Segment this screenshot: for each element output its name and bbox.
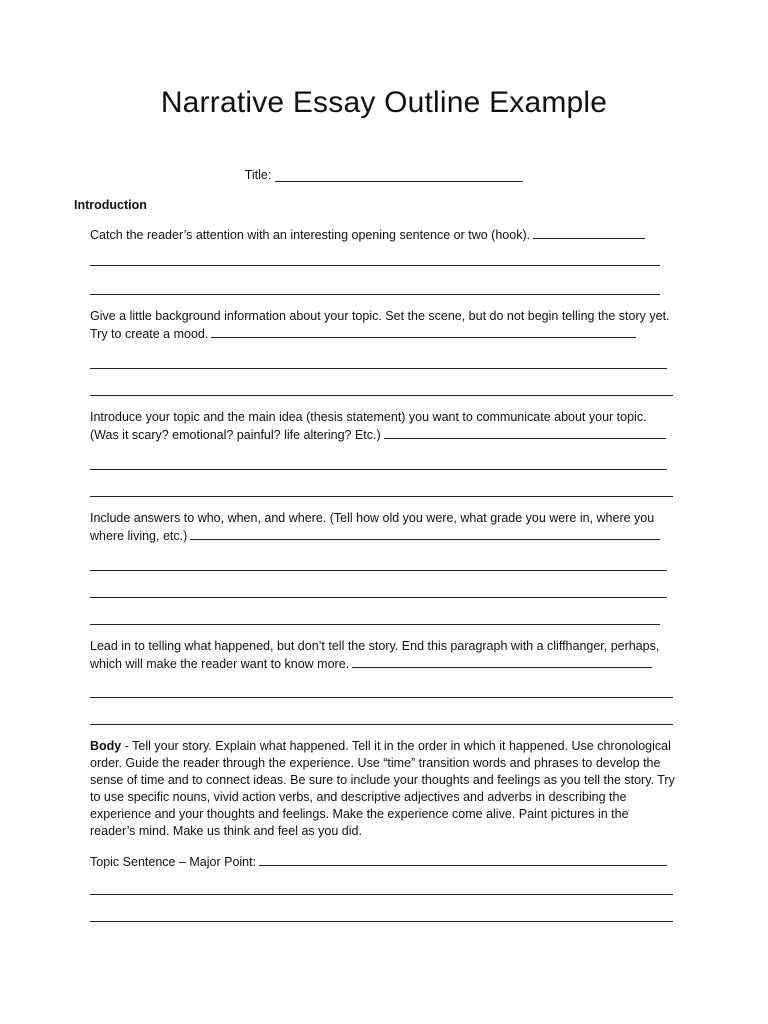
body-instructions: [90, 738, 675, 840]
prompt-hook: [90, 226, 675, 244]
prompt-lead-in: [90, 638, 675, 673]
blank-line[interactable]: [90, 921, 673, 922]
blank-line[interactable]: [90, 894, 673, 895]
blank-line[interactable]: [533, 226, 645, 239]
blank-line[interactable]: [190, 527, 660, 540]
blank-line[interactable]: [90, 395, 673, 396]
blank-line[interactable]: [90, 597, 667, 598]
topic-sentence-field: [90, 853, 675, 871]
blank-line[interactable]: [90, 265, 660, 266]
prompt-background-text: Give a little background information about your topic. Set the scene, but do not begin telling the story yet. Try to create a mood.: [90, 309, 670, 341]
blank-line[interactable]: [352, 655, 652, 668]
body-heading: Body: [90, 739, 122, 753]
title-blank-line[interactable]: [275, 168, 523, 182]
blank-line[interactable]: [90, 570, 667, 571]
blank-line[interactable]: [90, 496, 673, 497]
blank-line[interactable]: [90, 469, 667, 470]
prompt-who-when-where: [90, 510, 675, 545]
introduction-heading: Introduction: [74, 198, 147, 212]
prompt-hook-text: Catch the reader’s attention with an interesting opening sentence or two (hook).: [90, 228, 531, 242]
page-title: Narrative Essay Outline Example: [160, 86, 608, 119]
prompt-thesis: [90, 409, 675, 444]
prompt-who-when-where-text: Include answers to who, when, and where. (Tell how old you were, what grade you were in, where you where living, etc.): [90, 511, 655, 543]
prompt-thesis-text: Introduce your topic and the main idea (thesis statement) you want to communicate about your topic. (Was it scary? emotional? painful? life altering? Etc.): [90, 410, 647, 442]
blank-line[interactable]: [90, 368, 667, 369]
blank-line[interactable]: [90, 724, 673, 725]
blank-line[interactable]: [384, 426, 666, 439]
blank-line[interactable]: [259, 853, 667, 866]
prompt-lead-in-text: Lead in to telling what happened, but don’t tell the story. End this paragraph with a cliffhanger, perhaps, which will make the reader want to know more.: [90, 639, 660, 671]
topic-sentence-label: Topic Sentence – Major Point:: [90, 855, 257, 869]
title-field-label: Title:: [244, 168, 272, 182]
body-instructions-text: - Tell your story. Explain what happened. Tell it in the order in which it happened. Use chronological order. Guide the reader through the experience. Use “time” transition words and phrases to develop the sense of time and to connect ideas. Be sure to include your thoughts and feelings as you tell the story. Try to use specific nouns, vivid action verbs, and descriptive adjectives and adverbs in describing the experience and your thoughts and feelings. Make the experience come alive. Paint pictures in the reader’s mind. Make us think and feel as you did.: [90, 739, 675, 838]
blank-line[interactable]: [90, 294, 660, 295]
blank-line[interactable]: [90, 697, 673, 698]
blank-line[interactable]: [90, 624, 660, 625]
title-field: [0, 168, 768, 182]
prompt-background: [90, 308, 675, 343]
blank-line[interactable]: [211, 325, 636, 338]
